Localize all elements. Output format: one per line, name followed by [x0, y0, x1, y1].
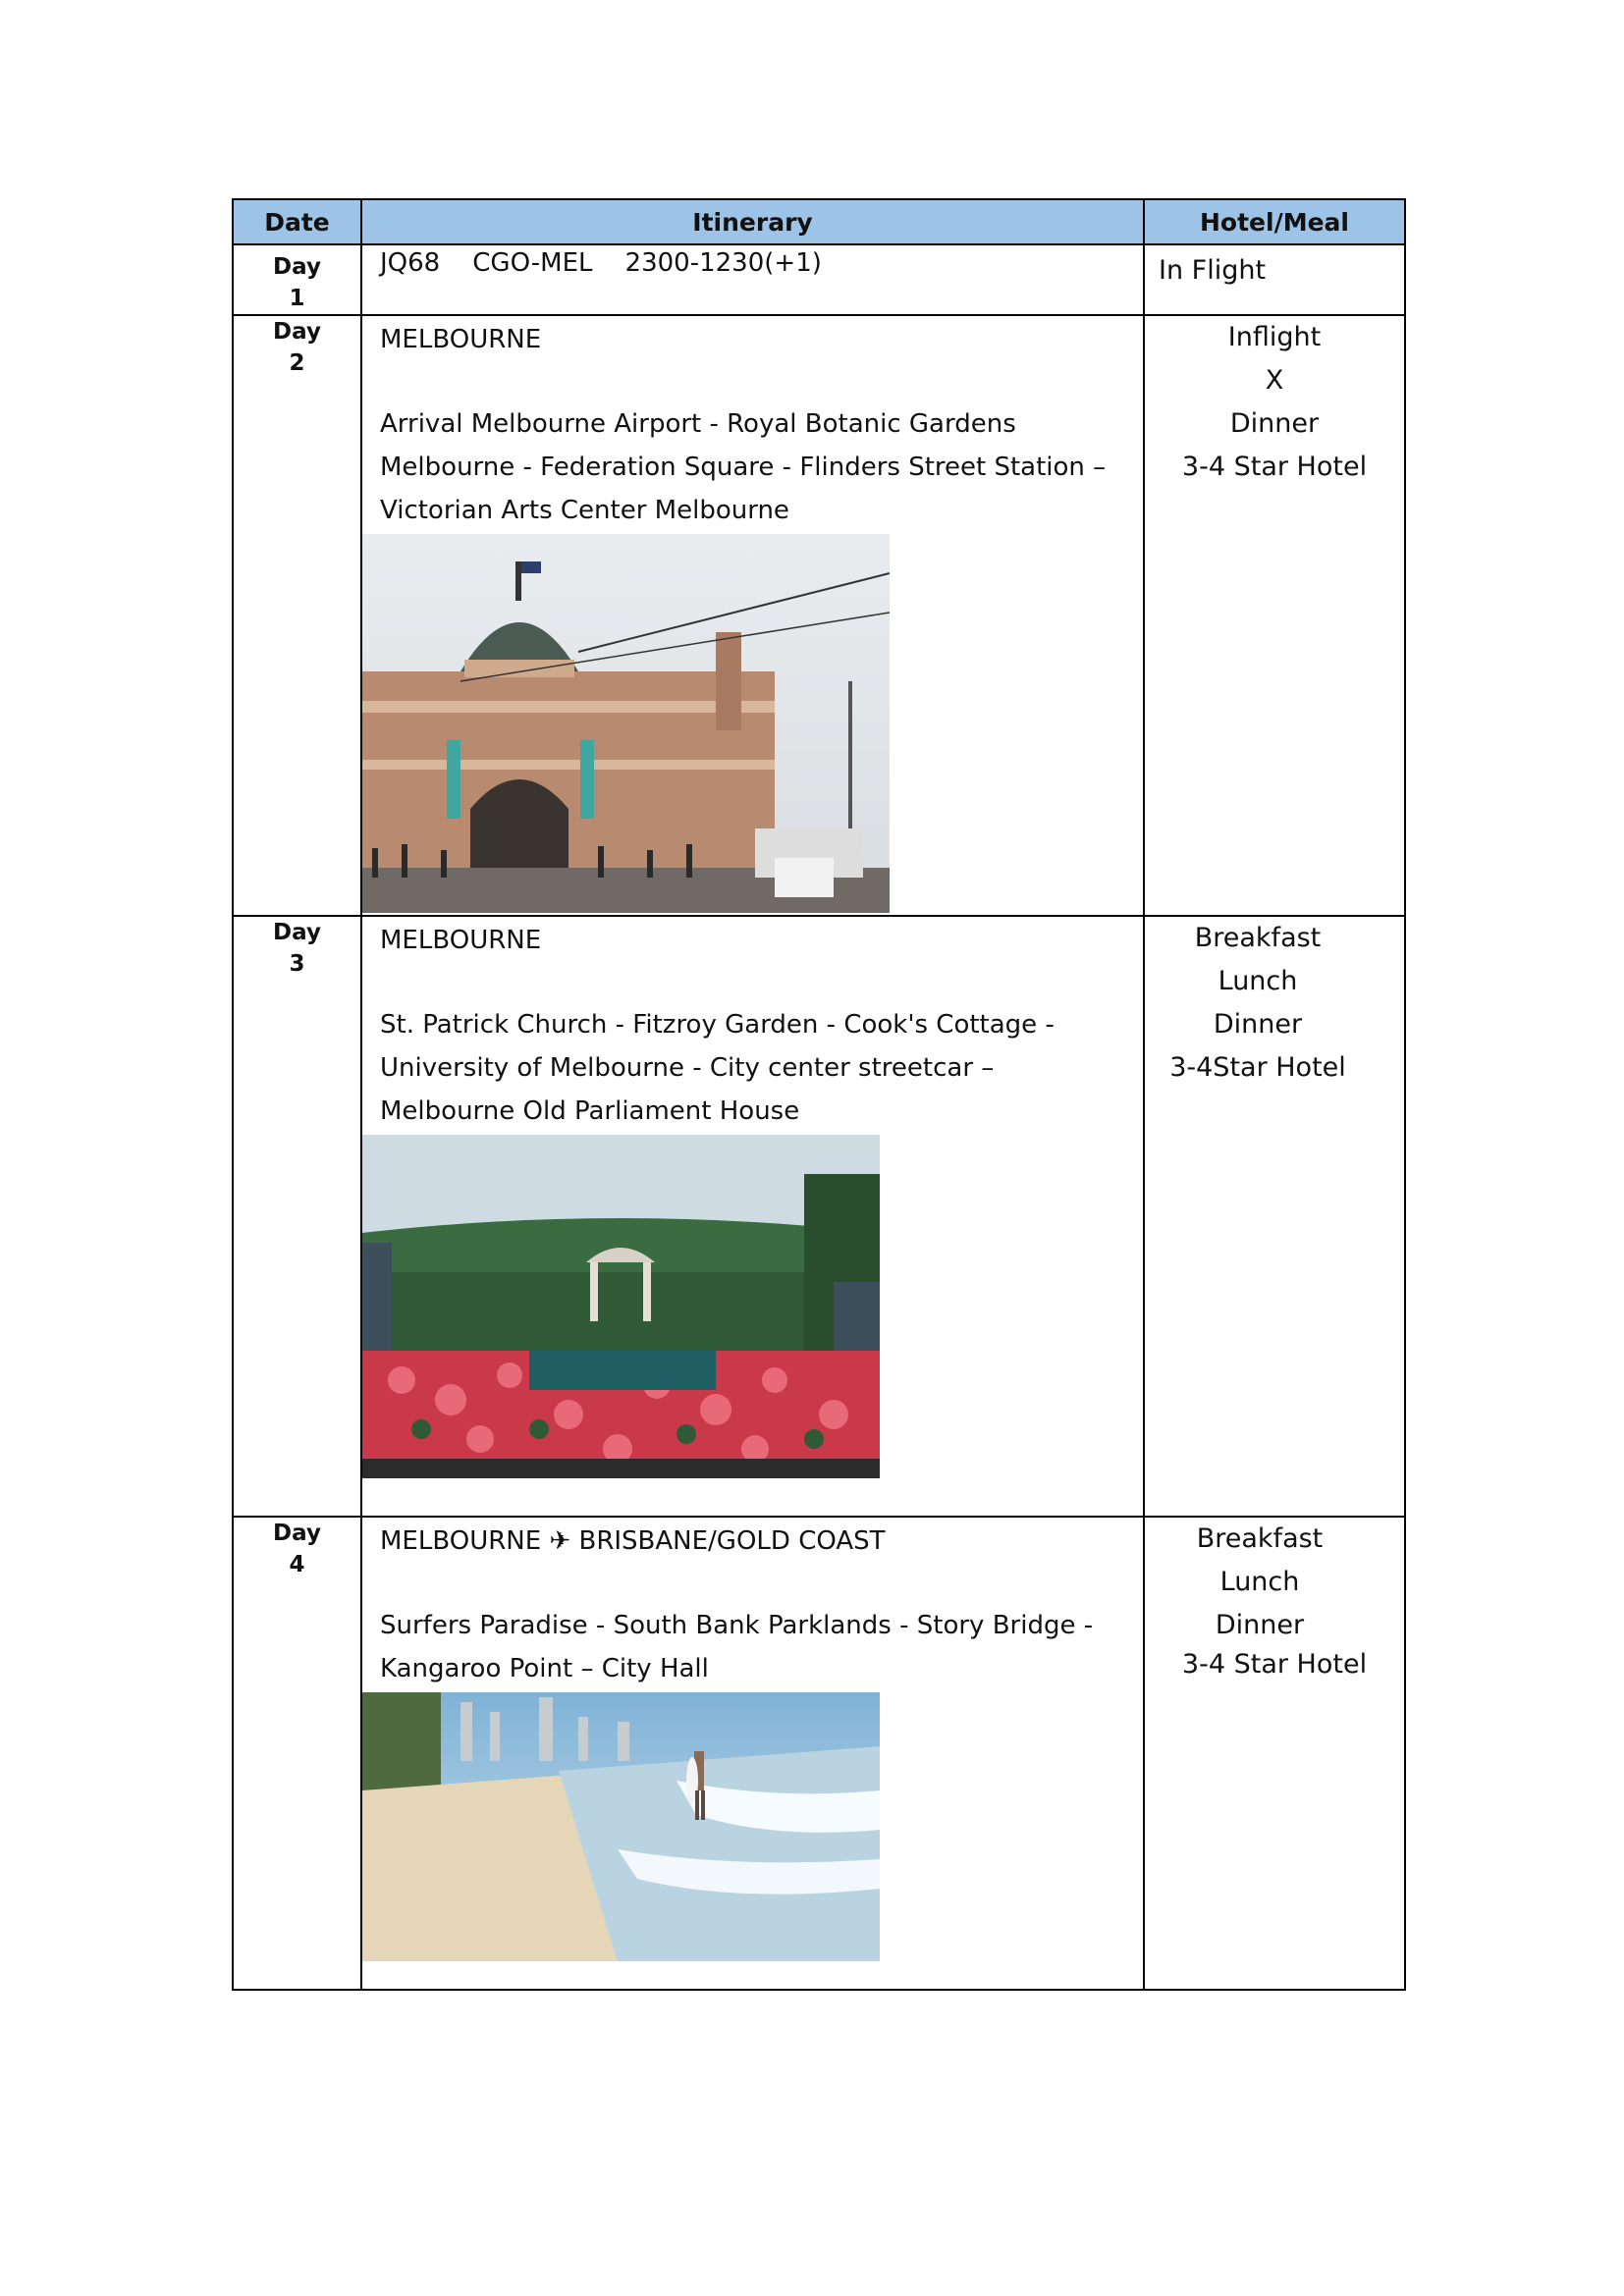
hotel-meal-line: Dinner: [1215, 1610, 1305, 1640]
header-itinerary: Itinerary: [361, 199, 1144, 244]
itinerary-table: [232, 198, 1406, 1991]
day-label: Day: [273, 254, 321, 280]
hotel-meal-line: Breakfast: [1196, 1523, 1324, 1554]
table-row-day-1: [233, 244, 1405, 315]
hotel-meal-line: Lunch: [1219, 1567, 1300, 1597]
day-cell: [233, 916, 361, 1517]
hotel-meal-line: 3-4 Star Hotel: [1181, 1649, 1368, 1680]
day-number: 4: [289, 1552, 305, 1577]
itinerary-cell: [361, 244, 1144, 315]
hotel-meal-cell: [1144, 916, 1405, 1517]
hotel-meal-line: Dinner: [1213, 1009, 1303, 1040]
surfers-paradise-beach-photo: [362, 1692, 880, 1961]
hotel-meal-line: In Flight: [1159, 255, 1267, 286]
day-number: 1: [289, 286, 305, 311]
route-description: St. Patrick Church - Fitzroy Garden - Cook's Cottage - University of Melbourne - City center streetcar – Melbourne Old Parliament House: [380, 1010, 1055, 1126]
header-hotel-meal: Hotel/Meal: [1144, 199, 1405, 244]
hotel-meal-line: Breakfast: [1194, 923, 1322, 953]
city-title: MELBOURNE: [380, 926, 542, 955]
day-label: Day: [273, 920, 321, 945]
hotel-meal-cell: [1144, 1517, 1405, 1990]
table-row-day-2: [233, 315, 1405, 916]
hotel-meal-line: X: [1265, 365, 1284, 396]
city-title: MELBOURNE ✈ BRISBANE/GOLD COAST: [380, 1526, 886, 1556]
route-description: Surfers Paradise - South Bank Parklands - Story Bridge - Kangaroo Point – City Hall: [380, 1611, 1094, 1683]
itinerary-cell: [361, 1517, 1144, 1990]
itinerary-cell: [361, 315, 1144, 916]
hotel-meal-line: Dinner: [1229, 408, 1320, 439]
flight-info: JQ68 CGO-MEL 2300-1230(+1): [380, 248, 822, 278]
day-number: 2: [289, 350, 305, 376]
city-title: MELBOURNE: [380, 325, 542, 354]
day-number: 3: [289, 951, 305, 977]
day-cell: [233, 315, 361, 916]
flinders-street-station-photo: [362, 534, 890, 913]
hotel-meal-cell: [1144, 315, 1405, 916]
day-label: Day: [273, 319, 321, 345]
fitzroy-garden-photo: [362, 1135, 880, 1478]
header-date: Date: [233, 199, 361, 244]
itinerary-cell: [361, 916, 1144, 1517]
route-description: Arrival Melbourne Airport - Royal Botanic Gardens Melbourne - Federation Square - Flinders Street Station – Victorian Arts Center Melbourne: [380, 409, 1107, 525]
hotel-meal-cell: [1144, 244, 1405, 315]
table-header-row: [233, 199, 1405, 244]
hotel-meal-line: 3-4 Star Hotel: [1181, 452, 1368, 482]
day-cell: [233, 244, 361, 315]
day-label: Day: [273, 1521, 321, 1546]
hotel-meal-line: 3-4Star Hotel: [1169, 1052, 1346, 1083]
hotel-meal-line: Inflight: [1227, 322, 1322, 352]
day-cell: [233, 1517, 361, 1990]
hotel-meal-line: Lunch: [1218, 966, 1298, 996]
table-row-day-3: [233, 916, 1405, 1517]
table-row-day-4: [233, 1517, 1405, 1990]
